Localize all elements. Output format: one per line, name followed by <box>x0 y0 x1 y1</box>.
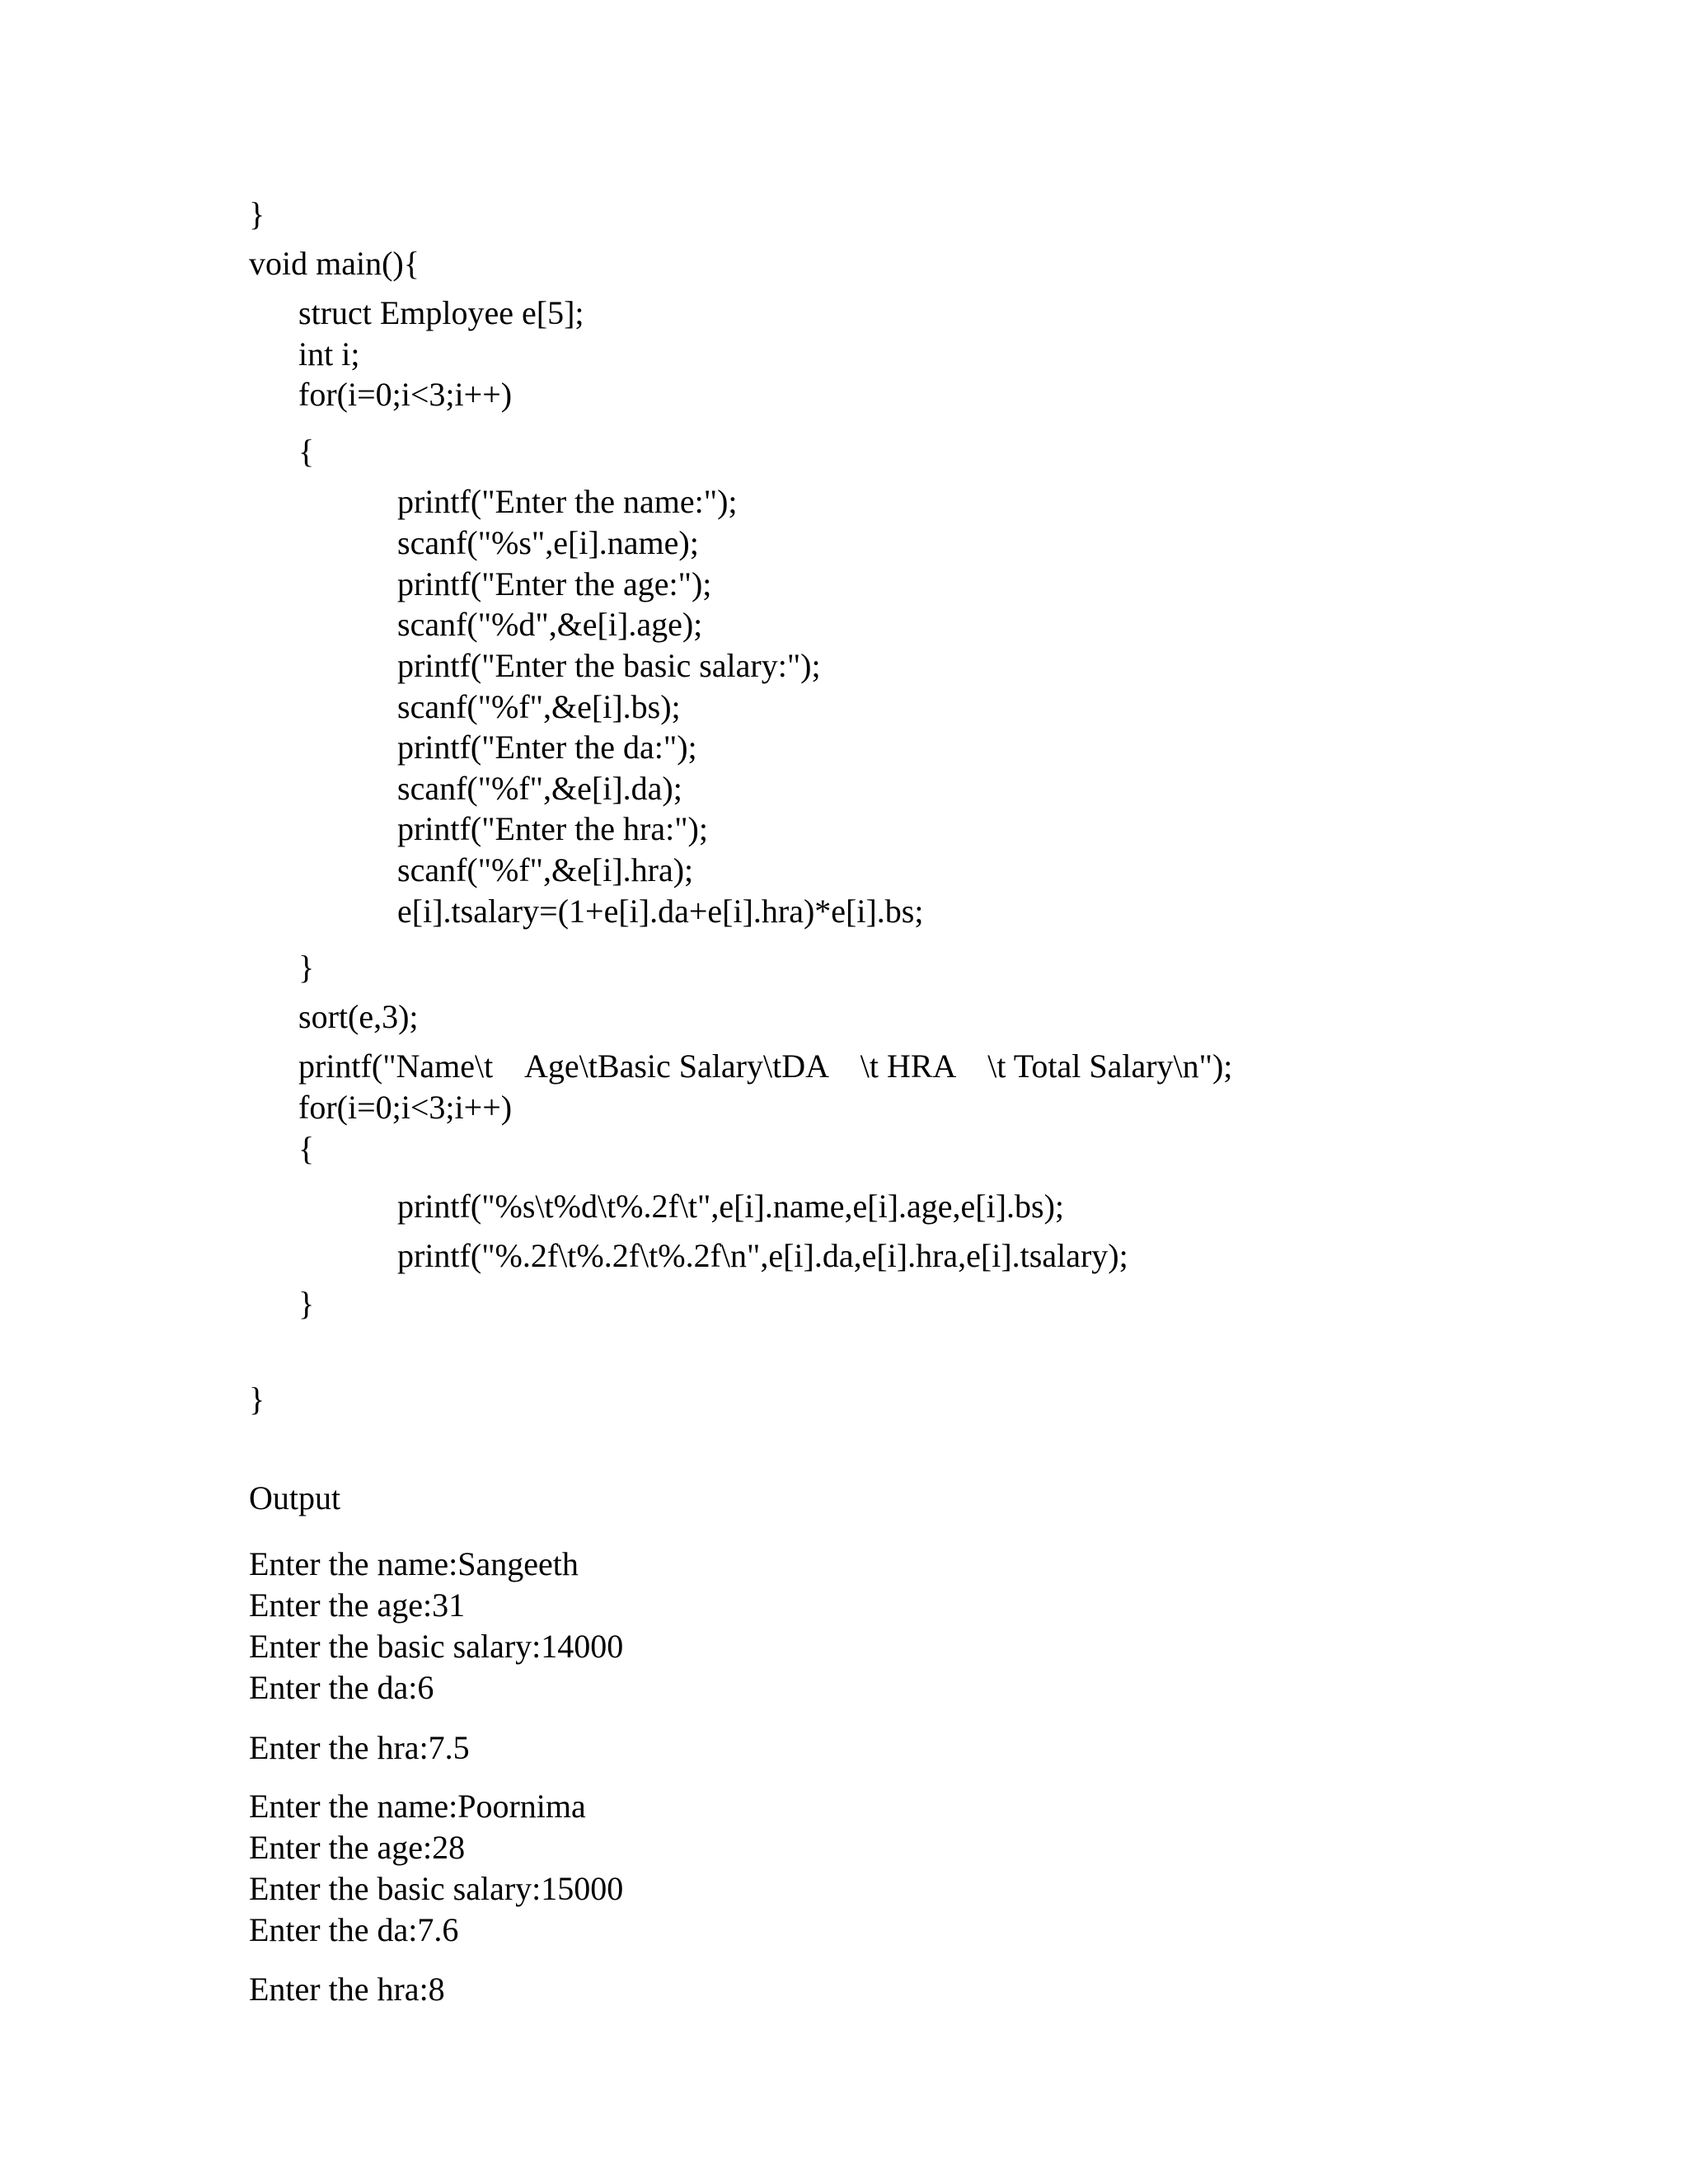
code-line-input-body: scanf("%f",&e[i].hra); <box>397 851 694 888</box>
code-line-output-body: printf("%s\t%d\t%.2f\t",e[i].name,e[i].age,e[i].bs); <box>397 1188 1065 1225</box>
code-line-close-prev: } <box>249 195 265 232</box>
code-line-main-close: } <box>249 1380 265 1418</box>
code-line-input-body: scanf("%s",e[i].name); <box>397 524 699 561</box>
code-line-for-loop-2: for(i=0;i<3;i++) <box>298 1089 513 1126</box>
code-line-output-body: printf("%.2f\t%.2f\t%.2f\n",e[i].da,e[i].hra,e[i].tsalary); <box>397 1237 1128 1274</box>
code-line-main-signature: void main(){ <box>249 245 420 282</box>
code-line-input-body: printf("Enter the basic salary:"); <box>397 647 821 684</box>
output-line: Enter the da:6 <box>249 1669 434 1706</box>
code-line-int-decl: int i; <box>298 335 360 373</box>
code-line-for-2-close: } <box>298 1285 315 1322</box>
code-line-input-body: scanf("%f",&e[i].bs); <box>397 688 681 725</box>
code-line-for-loop-1: for(i=0;i<3;i++) <box>298 376 513 413</box>
code-line-input-body: printf("Enter the age:"); <box>397 565 712 602</box>
code-line-input-body: printf("Enter the da:"); <box>397 729 697 766</box>
code-line-for-1-close: } <box>298 949 315 986</box>
code-line-input-body: printf("Enter the name:"); <box>397 483 738 520</box>
output-line: Enter the age:31 <box>249 1586 466 1624</box>
code-line-header-printf: printf("Name\t Age\tBasic Salary\tDA \t HRA \t Total Salary\n"); <box>298 1047 1233 1085</box>
output-heading: Output <box>249 1479 341 1516</box>
code-line-input-body: e[i].tsalary=(1+e[i].da+e[i].hra)*e[i].bs; <box>397 893 924 930</box>
output-line: Enter the name:Sangeeth <box>249 1545 579 1582</box>
output-line: Enter the name:Poornima <box>249 1788 586 1825</box>
output-line: Enter the da:7.6 <box>249 1911 459 1948</box>
output-line: Enter the age:28 <box>249 1829 466 1866</box>
code-line-for-1-open: { <box>298 433 315 470</box>
code-line-input-body: scanf("%f",&e[i].da); <box>397 770 682 807</box>
code-line-sort-call: sort(e,3); <box>298 998 419 1035</box>
output-line: Enter the basic salary:15000 <box>249 1870 624 1907</box>
output-line: Enter the hra:7.5 <box>249 1729 470 1766</box>
output-line: Enter the hra:8 <box>249 1971 445 2008</box>
code-line-input-body: scanf("%d",&e[i].age); <box>397 606 703 643</box>
code-line-for-2-open: { <box>298 1130 315 1167</box>
output-line: Enter the basic salary:14000 <box>249 1628 624 1665</box>
code-line-struct-decl: struct Employee e[5]; <box>298 294 584 331</box>
code-line-input-body: printf("Enter the hra:"); <box>397 810 708 847</box>
